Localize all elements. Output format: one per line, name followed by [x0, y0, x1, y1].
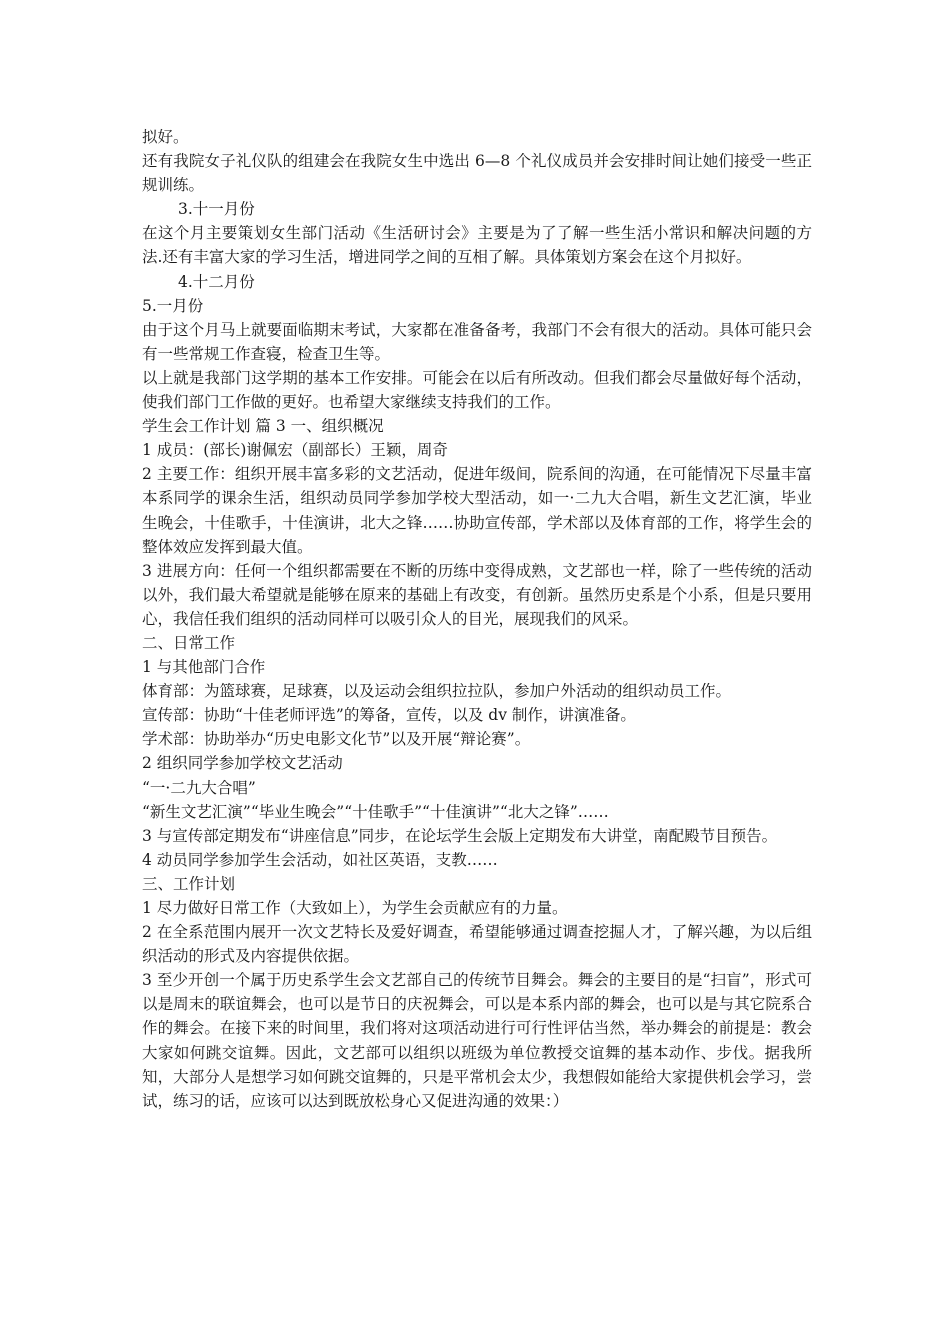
paragraph: 拟好。 [142, 128, 189, 146]
paragraph: 2 在全系范围内展开一次文艺特长及爱好调查，希望能够通过调查挖掘人才，了解兴趣，为以后组织活动的形式及内容提供依据。 [142, 923, 812, 966]
paragraph: 还有我院女子礼仪队的组建会在我院女生中选出 6—8 个礼仪成员并会安排时间让她们接受一些正规训练。 [142, 152, 812, 195]
paragraph: 3 至少开创一个属于历史系学生会文艺部自己的传统节目舞会。舞会的主要目的是“扫盲”，形式可以是周末的联谊舞会，也可以是节日的庆祝舞会，可以是本系内部的舞会，也可以是与其它院系合作的舞会。在接下来的时间里，我们将对这项活动进行可行性评估当然，举办舞会的前提是：教会大家如何跳交谊舞。因此，文艺部可以组织以班级为单位教授交谊舞的基本动作、步伐。据我所知，大部分人是想学习如何跳交谊舞的，只是平常机会太少，我想假如能给大家提供机会学习，尝试，练习的话，应该可以达到既放松身心又促进沟通的效果：） [142, 971, 812, 1110]
paragraph: 1 与其他部门合作 [142, 658, 266, 677]
paragraph: 学生会工作计划 篇 3 一、组织概况 [142, 417, 384, 436]
paragraph: 二、日常工作 [142, 633, 236, 652]
paragraph: “新生文艺汇演”“毕业生晚会”“十佳歌手”“十佳演讲”“北大之锋”…… [142, 802, 609, 821]
paragraph: 三、工作计划 [142, 874, 236, 893]
paragraph: 由于这个月马上就要面临期末考试，大家都在准备备考，我部门不会有很大的活动。具体可能只会有一些常规工作查寝，检查卫生等。 [142, 320, 812, 363]
paragraph: 以上就是我部门这学期的基本工作安排。可能会在以后有所改动。但我们都会尽量做好每个活动，使我们部门工作做的更好。也希望大家继续支持我们的工作。 [142, 368, 812, 412]
paragraph: “一·二九大合唱” [142, 778, 256, 797]
paragraph: 4 动员同学参加学生会活动，如社区英语，支教…… [142, 850, 498, 869]
paragraph: 3.十一月份 [178, 200, 255, 219]
document-body [142, 125, 812, 1113]
paragraph: 宣传部：协助“十佳老师评选”的筹备，宣传，以及 dv 制作，讲演准备。 [142, 706, 636, 725]
paragraph: 2 主要工作：组织开展丰富多彩的文艺活动，促进年级间，院系间的沟通，在可能情况下尽量丰富本系同学的课余生活，组织动员同学参加学校大型活动，如一·二九大合唱，新生文艺汇演，毕业生晚会，十佳歌手，十佳演讲，北大之锋……协助宣传部，学术部以及体育部的工作，将学生会的整体效应发挥到最大值。 [142, 465, 812, 556]
paragraph: 学术部：协助举办“历史电影文化节”以及开展“辩论赛”。 [142, 730, 531, 749]
paragraph: 4.十二月份 [178, 272, 255, 291]
paragraph: 3 进展方向：任何一个组织都需要在不断的历练中变得成熟，文艺部也一样，除了一些传统的活动以外，我们最大希望就是能够在原来的基础上有改变，有创新。虽然历史系是个小系，但是只要用心，我信任我们组织的活动同样可以吸引众人的目光，展现我们的风采。 [142, 561, 812, 628]
paragraph: 2 组织同学参加学校文艺活动 [142, 754, 343, 773]
paragraph: 3 与宣传部定期发布“讲座信息”同步，在论坛学生会版上定期发布大讲堂，南配殿节目预告。 [142, 826, 778, 845]
paragraph: 体育部：为篮球赛，足球赛，以及运动会组织拉拉队，参加户外活动的组织动员工作。 [142, 682, 732, 701]
paragraph: 1 成员：(部长)谢佩宏（副部长）王颖，周奇 [142, 441, 448, 460]
paragraph: 在这个月主要策划女生部门活动《生活研讨会》主要是为了了解一些生活小常识和解决问题的方法.还有丰富大家的学习生活，增进同学之间的互相了解。具体策划方案会在这个月拟好。 [142, 224, 812, 267]
paragraph: 5.一月份 [142, 296, 204, 315]
paragraph: 1 尽力做好日常工作（大致如上），为学生会贡献应有的力量。 [142, 899, 568, 917]
